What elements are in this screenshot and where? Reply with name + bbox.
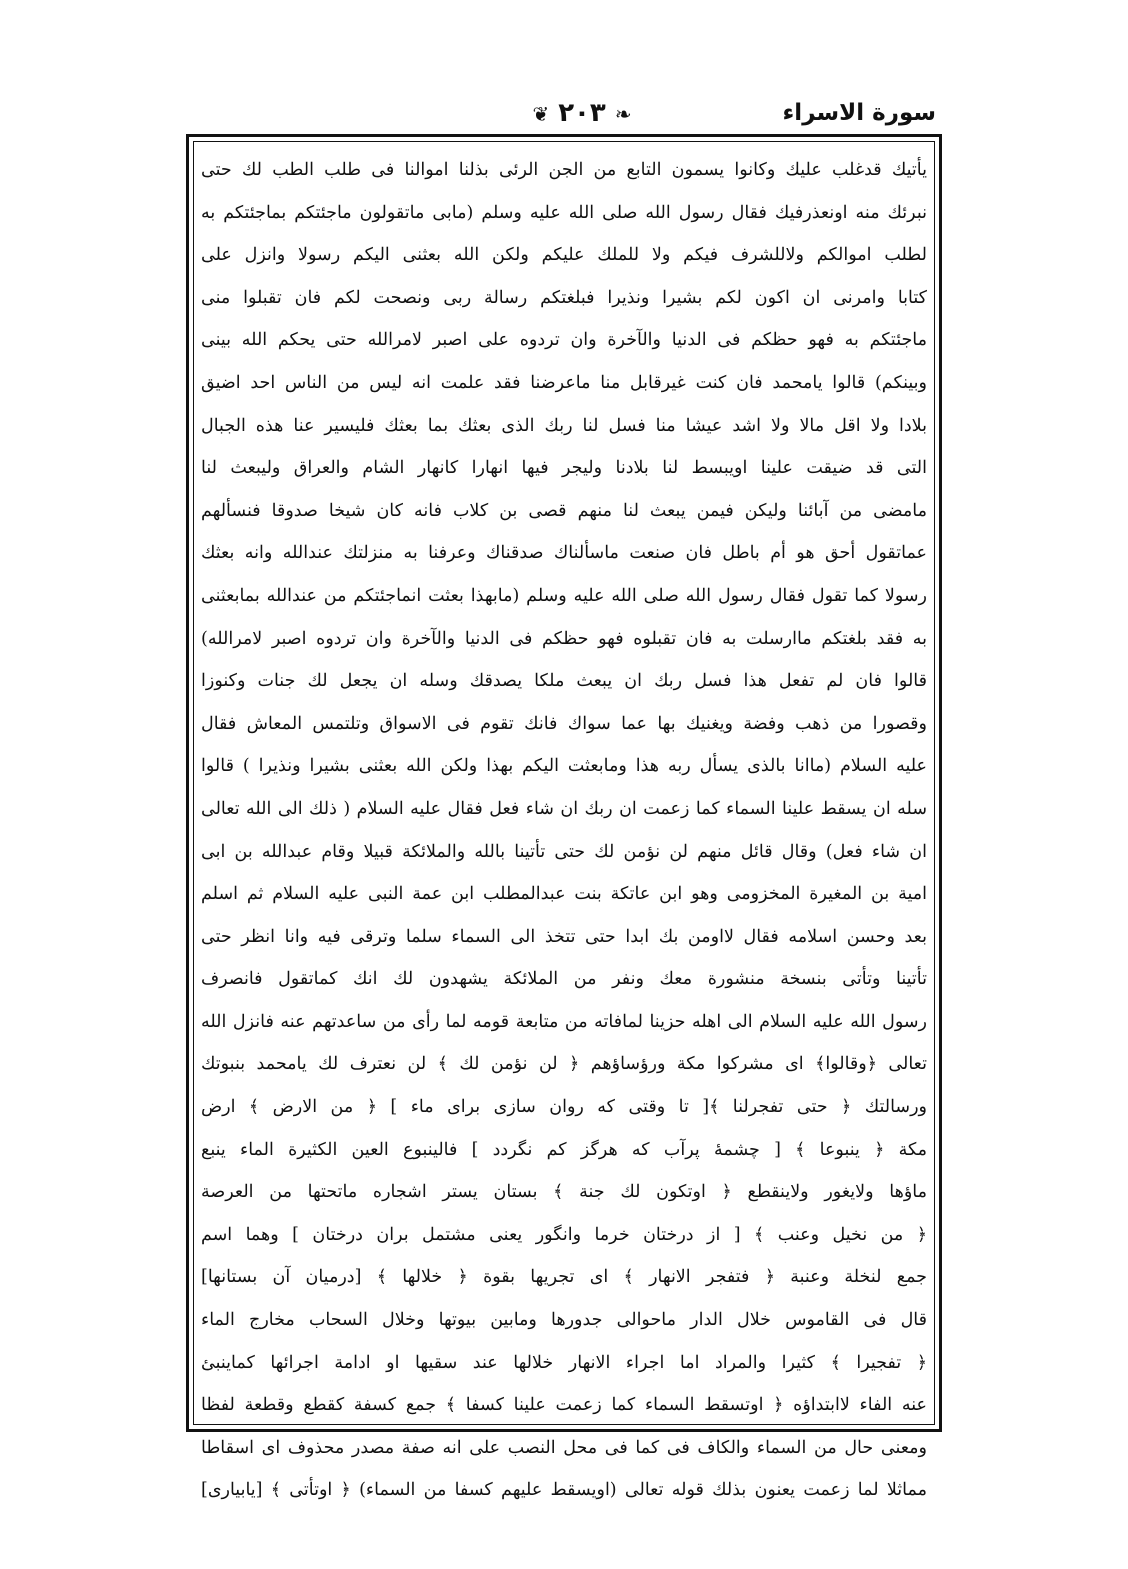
text-line: مامضى من آبائنا وليكن فيمن يبعث لنا منهم قصى بن كلاب فانه كان شيخا صدوقا فنسألهم: [201, 500, 927, 521]
body-text: [201, 149, 927, 1512]
text-line: قال فى القاموس خلال الدار ماحوالى جدورها ومابين بيوتها وخلال السحاب مخارج الماء: [201, 1310, 927, 1331]
text-line: ان شاء فعل) وقال قائل منهم لن نؤمن لك حتى تأتينا بالله والملائكة قبيلا وقام عبدالله بن ابى: [201, 841, 927, 862]
text-line: رسولا كما تقول فقال رسول الله صلى الله عليه وسلم (مابهذا بعثت انماجئتكم من عندالله بمابعثنى: [201, 585, 927, 606]
ornament-left-icon: ❦: [532, 102, 550, 126]
text-line: امية بن المغيرة المخزومى وهو ابن عاتكة بنت عبدالمطلب ابن عمة النبى عليه السلام ثم اسلم: [201, 884, 927, 905]
text-line: ﴿ تفجيرا ﴾ كثيرا والمراد اما اجراء الانهار خلالها عند سقيها او ادامة اجرائها كماينبئ: [201, 1352, 927, 1373]
text-line: ماجئتكم به فهو حظكم فى الدنيا والآخرة وان تردوه على اصبر لامرالله حتى يحكم الله بينى: [201, 330, 927, 351]
text-line: عليه السلام (ماانا بالذى يسأل ربه هذا ومابعثت اليكم بهذا ولكن الله بعثنى بشيرا ونذيرا ) قالوا: [201, 756, 927, 777]
page-header: [192, 98, 936, 134]
text-line: به فقد بلغتكم ماارسلت به فان تقبلوه فهو حظكم فى الدنيا والآخرة وان تردوه اصبر لامرالله): [201, 628, 927, 649]
text-line: جمع لنخلة وعنبة ﴿ فتفجر الانهار ﴾ اى تجريها بقوة ﴿ خلالها ﴾ [درميان آن بستانها]: [201, 1267, 927, 1288]
page-number-block: [522, 98, 642, 128]
text-line: وقصورا من ذهب وفضة ويغنيك بها عما سواك فانك تقوم فى الاسواق وتلتمس المعاش فقال: [201, 713, 927, 734]
text-line: نبرئك منه اونعذرفيك فقال رسول الله صلى الله عليه وسلم (مابى ماتقولون ماجئتكم بماجئتكم به: [201, 202, 927, 223]
ornament-right-icon: ❧: [614, 102, 632, 126]
text-line: ﴿ من نخيل وعنب ﴾ [ از درختان خرما وانگور يعنى مشتمل بران درختان ] وهما اسم: [201, 1224, 927, 1245]
text-line: عنه الفاء لاابتداؤه ﴿ اوتسقط السماء كما زعمت علينا كسفا ﴾ جمع كسفة كقطع وقطعة لفظا: [201, 1395, 927, 1416]
text-line: عماتقول أحق هو أم باطل فان صنعت ماسألناك صدقناك وعرفنا به منزلتك عندالله وانه بعثك: [201, 543, 927, 564]
text-line: تعالى ﴿وقالوا﴾ اى مشركوا مكة ورؤساؤهم ﴿ لن نؤمن لك ﴾ لن نعترف لك يامحمد بنبوتك: [201, 1054, 927, 1075]
surah-title: سورة الاسراء: [782, 100, 936, 126]
text-line: التى قد ضيقت علينا اويبسط لنا بلادنا وليجر فيها انهارا كانهار الشام والعراق وليبعث لنا: [201, 458, 927, 479]
text-line: ومعنى حال من السماء والكاف فى كما فى محل النصب على انه صفة مصدر محذوف اى اسقاطا: [201, 1437, 927, 1458]
text-line: يأتيك قدغلب عليك وكانوا يسمون التابع من الجن الرئى بذلنا اموالنا فى طلب الطب لك حتى: [201, 160, 927, 180]
text-line: ماؤها ولايغور ولاينقطع ﴿ اوتكون لك جنة ﴾ بستان يستر اشجاره ماتحتها من العرصة: [201, 1182, 927, 1203]
text-line: كتابا وامرنى ان اكون لكم بشيرا ونذيرا فبلغتكم رسالة ربى ونصحت لكم فان تقبلوا منى: [201, 287, 927, 308]
text-line: بلادا ولا اقل مالا ولا اشد عيشا منا فسل لنا ربك الذى بعثك بما بعثك فليسير عنا هذه الجبال: [201, 415, 927, 436]
text-line: سله ان يسقط علينا السماء كما زعمت ان ربك ان شاء فعل فقال عليه السلام ( ذلك الى الله تعالى: [201, 798, 927, 819]
text-line: بعد وحسن اسلامه فقال لااومن بك ابدا حتى تتخذ الى السماء سلما وترقى فيه وانا انظر حتى: [201, 926, 927, 947]
text-line: مماثلا لما زعمت يعنون بذلك قوله تعالى (اويسقط عليهم كسفا من السماء) ﴿ اوتأتى ﴾ [يابيارى]: [201, 1480, 927, 1501]
text-line: ورسالتك ﴿ حتى تفجرلنا ﴾[ تا وقتى كه روان سازى براى ماء ] ﴿ من الارض ﴾ ارض: [201, 1097, 927, 1118]
text-line: لطلب اموالكم ولاللشرف فيكم ولا للملك عليكم ولكن الله بعثنى اليكم رسولا وانزل على: [201, 245, 927, 266]
page-number: ٢٠٣: [558, 98, 606, 128]
text-line: مكة ﴿ ينبوعا ﴾ [ چشمهٔ پرآب كه هرگز كم نگردد ] فالينبوع العين الكثيرة الماء ينبع: [201, 1139, 927, 1160]
text-line: وبينكم) قالوا يامحمد فان كنت غيرقابل منا ماعرضنا فقد علمت انه ليس من الناس احد اضيق: [201, 372, 927, 393]
text-line: تأتينا وتأتى بنسخة منشورة معك ونفر من الملائكة يشهدون لك انك كماتقول فانصرف: [201, 969, 927, 990]
text-line: قالوا فان لم تفعل هذا فسل ربك ان يبعث ملكا يصدقك وسله ان يجعل لك جنات وكنوزا: [201, 671, 927, 692]
text-line: رسول الله عليه السلام الى اهله حزينا لمافاته من متابعة قومه لما رأى من ساعدتهم عنه فانزل الله: [201, 1011, 927, 1032]
text-frame: [186, 134, 942, 1501]
